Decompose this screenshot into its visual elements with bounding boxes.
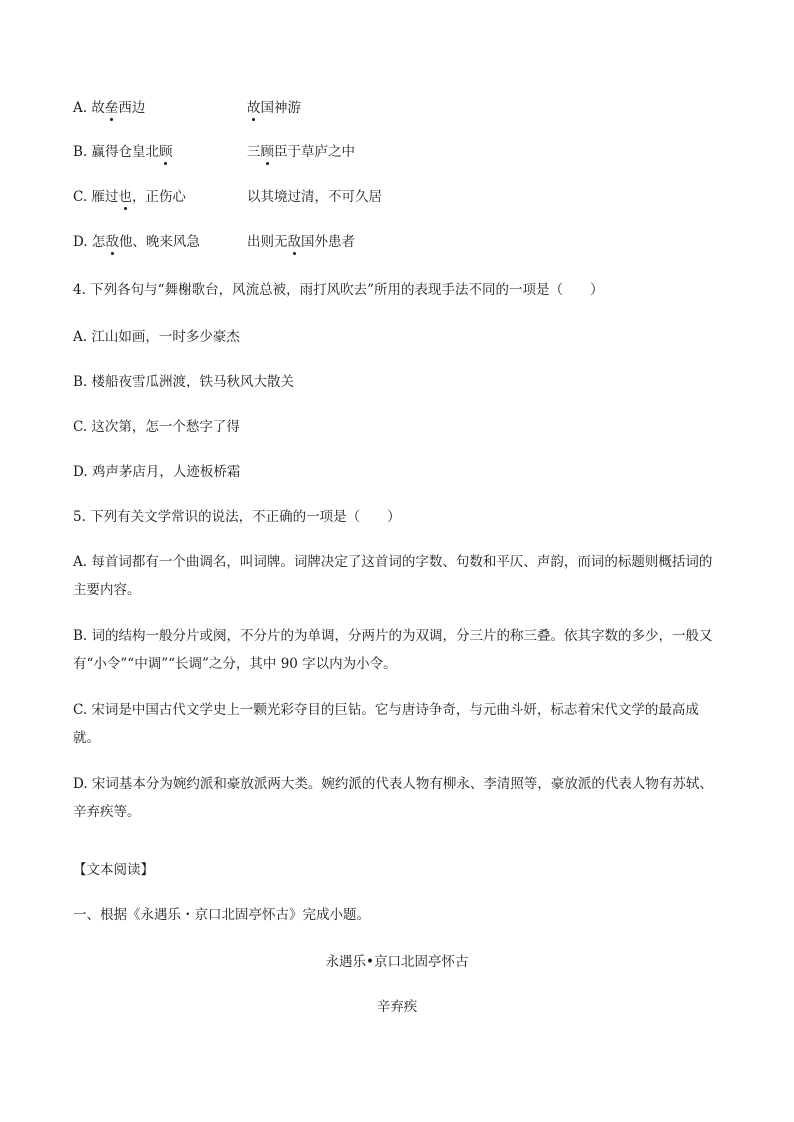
q5-option-c: C. 宋词是中国古代文学史上一颗光彩夺目的巨钻。它与唐诗争奇，与元曲斗妍，标志着宋代文学的最高成就。 <box>73 702 699 746</box>
q5-option-d: D. 宋词基本分为婉约派和豪放派两大类。婉约派的代表人物有柳永、李清照等，豪放派的代表人物有苏轼、辛弃疾等。 <box>73 776 713 820</box>
q4-stem: 4. 下列各句与“舞榭歌台，风流总被，雨打风吹去”所用的表现手法不同的一项是（ ） <box>73 282 604 298</box>
q4-option-d: D. 鸡声茅店月，人迹板桥霜 <box>73 464 241 480</box>
q3-option-c-right: 以其境过清，不可久居 <box>247 189 382 205</box>
q4-option-a: A. 江山如画，一时多少豪杰 <box>73 329 240 345</box>
q3-option-a-left: A. 故垒西边 <box>73 100 146 116</box>
q4-option-b: B. 楼船夜雪瓜洲渡，铁马秋风大散关 <box>73 374 295 390</box>
q3-option-a-right: 故国神游 <box>247 100 301 116</box>
q3-option-b-left: B. 赢得仓皇北顾 <box>73 144 173 160</box>
q3-option-b-right: 三顾臣于草庐之中 <box>247 144 355 160</box>
q5-option-a: A. 每首词都有一个曲调名，叫词牌。词牌决定了这首词的字数、句数和平仄、声韵，而词的标题则概括词的主要内容。 <box>73 554 713 598</box>
poem-author: 辛弃疾 <box>376 999 418 1015</box>
q5-option-b: B. 词的结构一般分片或阕，不分片的为单调，分两片的为双调，分三片的称三叠。依其字数的多少，一般又有“小令”“中调”“长调”之分，其中 90 字以内为小令。 <box>73 628 713 672</box>
q3-option-d-left: D. 怎敌他、晚来风急 <box>73 234 200 250</box>
q4-option-c: C. 这次第，怎一个愁字了得 <box>73 419 240 435</box>
section-heading: 【文本阅读】 <box>73 862 154 878</box>
q3-option-d-right: 出则无敌国外患者 <box>247 234 355 250</box>
q5-stem: 5. 下列有关文学常识的说法，不正确的一项是（ ） <box>73 509 401 525</box>
poem-title: 永遇乐•京口北固亭怀古 <box>325 954 469 970</box>
section-instruction: 一、根据《永遇乐・京口北固亭怀古》完成小题。 <box>73 907 370 923</box>
q3-option-c-left: C. 雁过也，正伤心 <box>73 189 186 205</box>
